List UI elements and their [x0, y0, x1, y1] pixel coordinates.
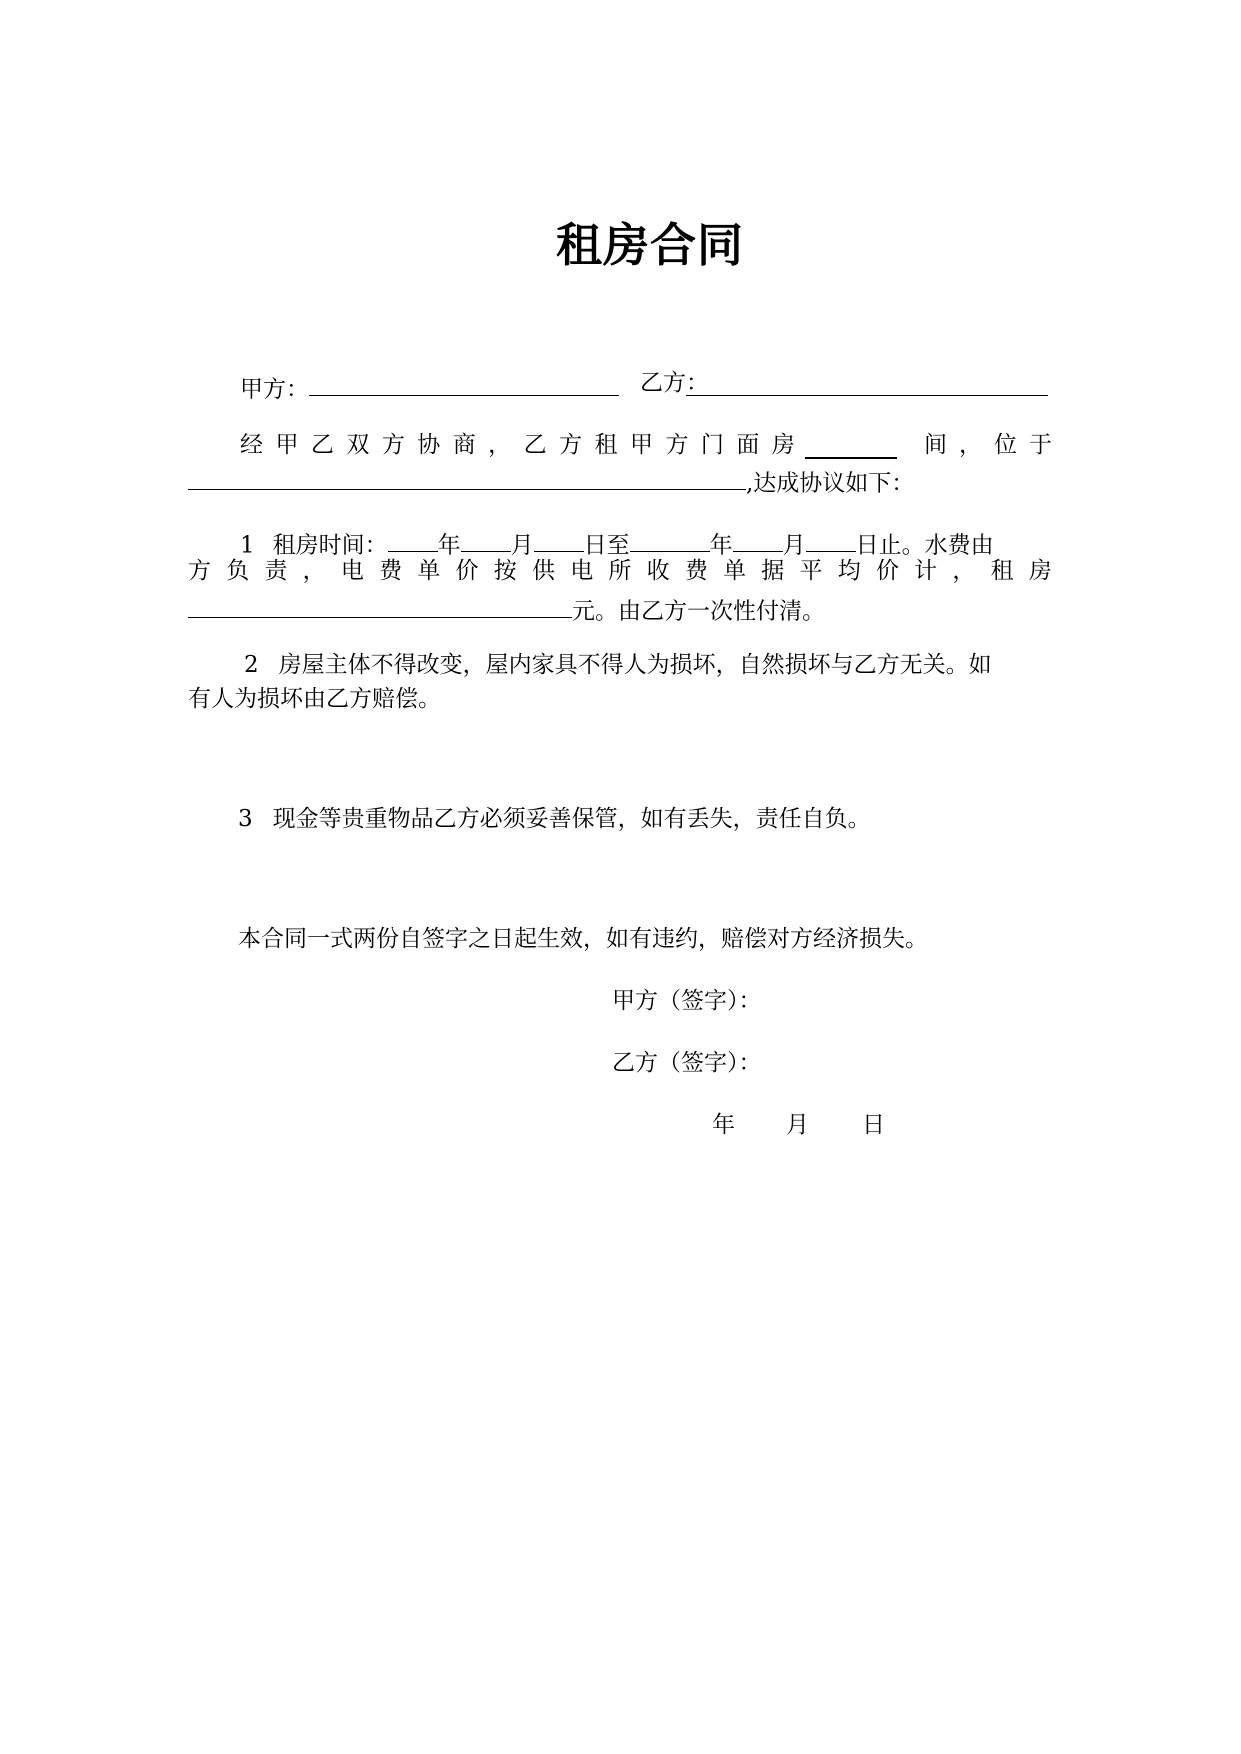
effective-clause: 本合同一式两份自签字之日起生效，如有违约，赔偿对方经济损失。 — [238, 926, 928, 952]
intro-char: 经 — [240, 432, 263, 458]
end-month-blank — [733, 526, 783, 552]
clause1-char: 方 — [188, 558, 211, 584]
clause1-char: 单 — [417, 558, 441, 584]
clause1-char: ， — [952, 558, 976, 584]
intro-char: 甲 — [275, 432, 299, 458]
clause1-char: 均 — [837, 558, 861, 584]
clause3-number: 3 — [238, 806, 253, 832]
party-b-line — [640, 370, 1048, 398]
intro-rooms-unit — [924, 432, 1052, 460]
intro-char: 门 — [700, 432, 724, 458]
party-a-label: 甲方： — [240, 376, 309, 403]
clause1-line2 — [188, 558, 1052, 586]
intro-line1 — [240, 432, 795, 460]
clause1-char: 负 — [226, 558, 250, 584]
intro-char: 间 — [924, 432, 947, 458]
intro-char: 于 — [1029, 432, 1052, 458]
clause1-char: 收 — [646, 558, 670, 584]
clause1-number: 1 — [240, 532, 255, 559]
party-b-blank — [686, 370, 1048, 396]
end-day-blank — [806, 526, 856, 552]
month-label: 月 — [510, 532, 534, 559]
clause1-char: 费 — [379, 558, 403, 584]
clause1-char: 电 — [570, 558, 594, 584]
intro-char: 双 — [346, 432, 370, 458]
year-label: 年 — [437, 532, 461, 559]
party-a-blank — [309, 370, 619, 396]
clause1-char: 费 — [684, 558, 708, 584]
clause1-char: 电 — [340, 558, 364, 584]
clause2-text: 房屋主体不得改变，屋内家具不得人为损坏，自然损坏与乙方无关。如 — [278, 652, 992, 678]
clause1-char: 据 — [761, 558, 785, 584]
date-day: 日 — [862, 1112, 885, 1138]
signature-b: 乙方（签字）： — [612, 1050, 762, 1076]
intro-char: 协 — [417, 432, 441, 458]
intro-char: ， — [488, 432, 512, 458]
clause1-char: 供 — [531, 558, 555, 584]
document-title: 租房合同 — [556, 218, 744, 272]
rooms-blank — [805, 432, 897, 459]
clause1-line3 — [188, 592, 825, 626]
clause3-text: 现金等贵重物品乙方必须妥善保管，如有丢失，责任自负。 — [272, 806, 871, 832]
location-blank — [188, 464, 746, 490]
date-year: 年 — [712, 1112, 735, 1138]
intro-char: 面 — [736, 432, 760, 458]
rent-amount-blank — [188, 592, 572, 618]
clause1-char: ， — [302, 558, 326, 584]
party-b-label: 乙方 — [640, 370, 686, 396]
day-end-label: 日止。水费由 — [855, 532, 994, 559]
day-to-label: 日至 — [583, 532, 630, 559]
clause2-number: 2 — [244, 652, 259, 678]
intro-char: 甲 — [629, 432, 653, 458]
clause2-line2: 有人为损坏由乙方赔偿。 — [188, 686, 441, 712]
start-month-blank — [461, 526, 511, 552]
clause1-char: 按 — [493, 558, 517, 584]
intro-char: 乙 — [310, 432, 334, 458]
clause1-char: 租 — [990, 558, 1014, 584]
clause1-label: 租房时间： — [272, 532, 388, 559]
clause1-char: 责 — [264, 558, 288, 584]
party-b-colon: ： — [686, 370, 709, 396]
intro-char: 房 — [771, 432, 795, 458]
date-month: 月 — [786, 1112, 809, 1138]
intro-char: 方 — [665, 432, 689, 458]
party-a-line — [240, 370, 619, 404]
intro-char: 租 — [594, 432, 618, 458]
clause1-char: 价 — [875, 558, 899, 584]
clause3-line — [238, 806, 871, 834]
clause1-tail: 元。由乙方一次性付清。 — [572, 598, 825, 625]
clause1-char: 计 — [914, 558, 938, 584]
intro-char: 乙 — [523, 432, 547, 458]
intro-char: 商 — [452, 432, 476, 458]
clause1-char: 单 — [723, 558, 747, 584]
clause1-char: 所 — [608, 558, 632, 584]
clause2-line1 — [244, 652, 992, 680]
start-year-blank — [388, 526, 438, 552]
month-label: 月 — [782, 532, 806, 559]
intro-char: 方 — [559, 432, 583, 458]
clause1-char: 房 — [1028, 558, 1052, 584]
intro-char: 位 — [994, 432, 1017, 458]
intro-char: 方 — [381, 432, 405, 458]
clause1-char: 价 — [455, 558, 479, 584]
intro-char: ， — [959, 432, 982, 458]
year-label: 年 — [709, 532, 733, 559]
intro-tail: ,达成协议如下： — [746, 470, 915, 497]
clause1-char: 平 — [799, 558, 823, 584]
start-day-blank — [534, 526, 584, 552]
end-year-blank — [630, 526, 710, 552]
signature-a: 甲方（签字）： — [612, 988, 762, 1014]
clause1-line1 — [240, 526, 994, 560]
intro-line2 — [188, 464, 914, 498]
